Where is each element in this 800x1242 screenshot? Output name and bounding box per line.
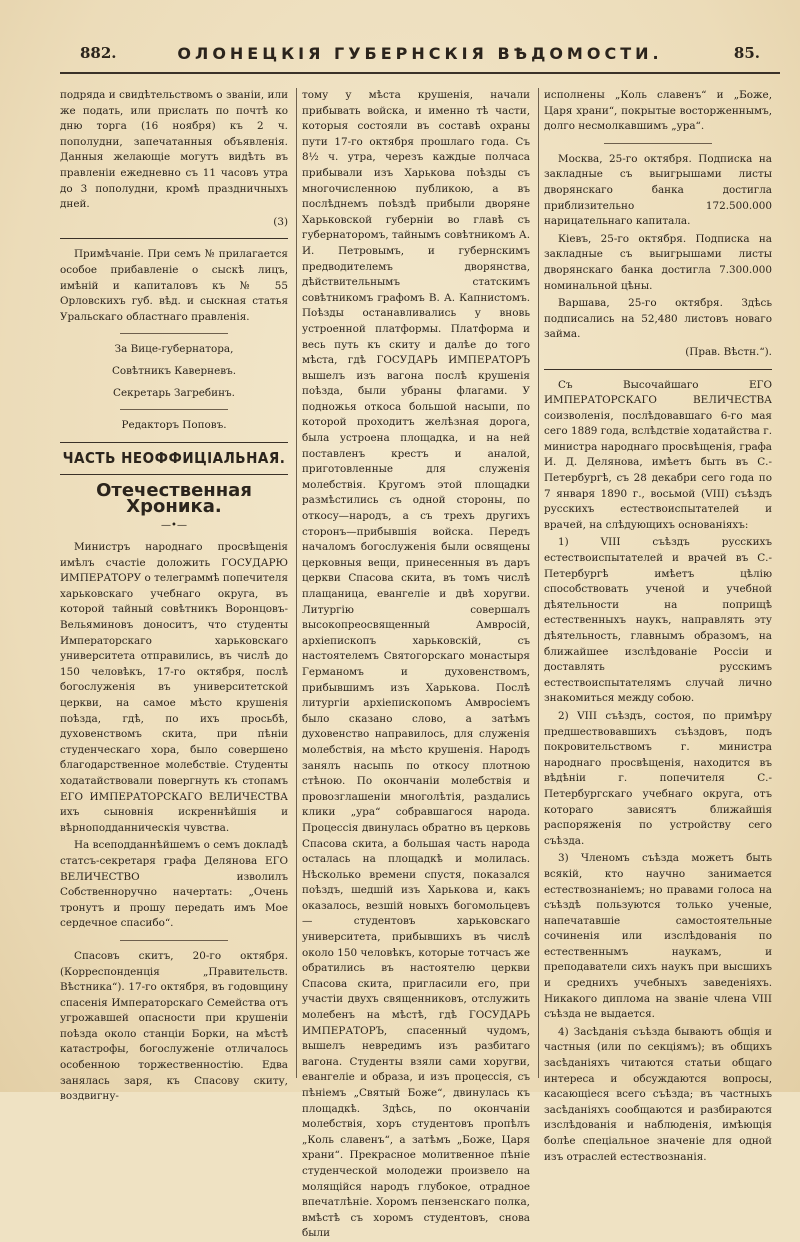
article-paragraph: На всеподданнѣйшемъ о семъ докладѣ статсъ-секретаря графа Делянова ЕГО ВЕЛИЧЕСТВО изволилъ Собственноручно начертать: „Очень тронутъ и прошу передать имъ Мое сердечное спасибо“. (60, 839, 288, 930)
flourish-ornament: —•— (161, 520, 187, 532)
newspaper-title: ОЛОНЕЦКІЯ ГУБЕРНСКІЯ ВѢДОМОСТИ. (177, 44, 663, 63)
congress-item-3: 3) Членомъ съѣзда можетъ быть всякій, кто научно занимается естествознаніемъ; но правами голоса на съѣздѣ пользуются только ученые, напечатавшіе самостоятельные сочиненія или изслѣдованія по естественнымъ наукамъ, и преподаватели сихъ наукъ при высшихъ и среднихъ учебныхъ заведеніяхъ. Никакого диплома на званіе члена VIII съѣзда не выдается. (544, 852, 772, 1021)
article-paragraph: Спасовъ скитъ, 20-го октября. (Корреспонденція „Правительств. Вѣстника“). 17-го октября, въ годовщину спасенія Императорскаго Семейства отъ угрожавшей опасности при крушеніи поѣзда около станціи Борки, на мѣстѣ катастрофы, богослуженіе отличалось особенною торжественностію. Едва занялась заря, къ Спасову скиту, воздвигну- (60, 949, 288, 1103)
congress-intro: Съ Высочайшаго ЕГО ИМПЕРАТОРСКАГО ВЕЛИЧЕСТВА соизволенія, послѣдовавшаго 6-го мая сего 1889 года, вслѣдствіе ходатайства г. министра народнаго просвѣщенія, графа И. Д. Делянова, имѣетъ быть въ С.-Петербургѣ, съ 28 декабри сего года по 7 января 1890 г., восьмой (VIII) съѣздъ русскихъ естествоиспытателей и врачей, на слѣдующихъ основаніяхъ: (544, 378, 772, 531)
section-title: ЧАСТЬ НЕОФФИЦІАЛЬНАЯ. (62, 448, 286, 467)
article-paragraph: исполнены „Коль славенъ“ и „Боже, Царя храни“, покрытые восторженнымъ, долго несмолкавшимъ „ура“. (544, 89, 772, 133)
divider (120, 940, 228, 941)
news-moscow: Москва, 25-го октября. Подписка на закладные съ выигрышами листы дворянскаго банка достигла приблизительно 172.500.000 нарицательнаго капитала. (544, 152, 772, 228)
divider (60, 474, 288, 475)
article-paragraph: Министръ народнаго просвѣщенія имѣлъ счастіе доложить ГОСУДАРЮ ИМПЕРАТОРУ о телеграммѣ попечителя харьковскаго учебнаго округа, въ которой тайный совѣтникъ Воронцовъ-Вельяминовъ доноситъ, что студенты Императорскаго харьковскаго университета отправились, въ числѣ до 150 человѣкъ, 17-го октября, послѣ богослуженія въ университетской церкви, на самое мѣсто крушенія поѣзда, гдѣ, по ихъ просьбѣ, духовенствомъ скита, при пѣніи студенческаго хора, было совершено благодарственное молебствіе. Студенты ходатайствовали повергнуть къ стопамъ ЕГО ИМПЕРАТОРСКАГО ВЕЛИЧЕСТВА ихъ сыновнія искреннѣйшія и вѣрноподданническія чувства. (60, 541, 288, 834)
divider (544, 369, 772, 370)
page-number-right: 85. (733, 44, 760, 62)
tender-notice-text: подряда и свидѣтельствомъ о званіи, или же подать, или прислать по почтѣ ко дню торга (16 ноября) къ 2 ч. пополудни, запечатанныя объявленія. Данныя желающіе могутъ видѣть въ правленіи ежедневно съ 11 часовъ утра до 3 пополудни, кромѣ праздничныхъ дней. (60, 89, 288, 211)
signature-secretary: Секретарь Загребинъ. (113, 386, 235, 399)
divider (120, 333, 228, 334)
article-paragraph: тому у мѣста крушенія, начали прибывать войска, и именно тѣ части, которыя состояли въ составѣ охраны пути 17-го октября прошлаго года. Съ 8½ ч. утра, черезъ каждые полчаса прибывали изъ Харькова поѣзды съ многочисленною публикою, а въ послѣднемъ поѣздѣ прибыли дворяне Харьковской губерніи во главѣ съ губернаторомъ, тайнымъ совѣтникомъ А. И. Петровымъ, и губернскимъ предводителемъ дворянства, дѣйствительнымъ статскимъ совѣтникомъ графомъ В. А. Капнистомъ. Поѣзды останавливались у вновь устроенной платформы. Платформа и весь путь къ скиту и далѣе до того мѣста, гдѣ ГОСУДАРЬ ИМПЕРАТОРЪ вышелъ изъ вагона послѣ крушенія поѣзда, были убраны флагами. У подножья откоса большой насыпи, по которой проходитъ желѣзная дорога, была устроена площадка, и на ней поставленъ крестъ и аналой, приготовленные для служенія молебствія. Кругомъ этой площадки размѣстились съ одной стороны, по откосу—народъ, а съ трехъ другихъ сторонъ—прибывшія войска. Передъ началомъ богослуженія были освящены церковныя вещи, принесенныя въ даръ церкви Спасова скита, въ томъ числѣ плащаница, евангеліе и двѣ хоругви. Литургію совершалъ высокопреосвященный Амвросій, архіепископъ харьковскій, съ настоятелемъ Святогорскаго монастыря Германомъ и духовенствомъ, прибывшимъ изъ Харькова. Послѣ литургіи архіепископомъ Амвросіемъ было сказано слово, а затѣмъ духовенство направилось, для служенія молебствія, на мѣсто крушенія. Народъ занялъ насыпь по откосу плотною стѣною. По окончаніи молебствія и провозглашеніи многолѣтія, раздались клики „ура“ собравшагося народа. Процессія двинулась обратно въ церковь Спасова скита, а большая часть народа осталась на площадкѣ и молилась. Нѣсколько времени спустя, показался поѣздъ, шедшій изъ Харькова и, какъ оказалось, везшій новыхъ богомольцевъ — студентовъ харьковскаго университета, прибывшихъ въ числѣ около 150 человѣкъ, которые тотчасъ же обратились въ настоятелю церкви Спасова скита, пригласили его, при участіи двухъ священниковъ, отслужить молебенъ на мѣстѣ, гдѣ ГОСУДАРЬ ИМПЕРАТОРЪ, спасенный чудомъ, вышелъ невредимъ изъ разбитаго вагона. Студенты взяли сами хоругви, евангеліе и образа, и изъ процессія, съ пѣніемъ „Святый Боже“, двинулась къ площадкѣ. Здѣсь, по окончаніи молебствія, хоръ студентовъ пропѣлъ „Коль славенъ“, а затѣмъ „Боже, Царя храни“. Прекрасное молитвенное пѣніе студенческой молодежи произвело на молящійся народъ глубокое, отрадное впечатлѣніе. Хоромъ пензенскаго полка, вмѣстѣ съ хоромъ студентовъ, снова были (302, 89, 530, 1240)
column-2 (302, 88, 530, 1240)
column-1 (60, 88, 288, 1103)
divider (604, 143, 712, 144)
signature-vice-governor: За Вице-губернатора, (114, 343, 234, 356)
tender-notice-number: (3) (273, 215, 288, 228)
congress-item-4: 4) Засѣданія съѣзда бываютъ общія и частныя (или по секціямъ); въ общихъ засѣданіяхъ читаются статьи общаго интереса и обсуждаются вопросы, касающіеся всего съѣзда; въ частныхъ засѣданіяхъ сообщаются и разбираются изслѣдованія и наблюденія, имѣющія болѣе спеціальное значеніе для одной изъ отраслей естествознанія. (544, 1025, 772, 1163)
page-number-left: 882. (80, 44, 117, 62)
news-kiev: Кіевъ, 25-го октября. Подписка на закладные съ выигрышами листы дворянскаго банка достигла 7.300.000 номинальной цѣны. (544, 232, 772, 292)
column-rule-2 (538, 88, 539, 1078)
news-warsaw: Варшава, 25-го октября. Здѣсь подписались на 52,480 листовъ новаго займа. (544, 297, 772, 341)
congress-item-1: 1) VIII съѣздъ русскихъ естествоиспытателей и врачей въ С.-Петербургѣ имѣетъ цѣлію способствовать ученой и учебной дѣятельности на поприщѣ естественныхъ наукъ, направлять эту дѣятельность, главнымъ образомъ, на ближайшее изслѣдованіе Россіи и доставлять русскимъ естествоиспытателямъ случай лично знакомиться между собою. (544, 536, 772, 705)
news-source: (Прав. Вѣстн.“). (685, 345, 772, 358)
note-paragraph: Примѣчаніе. При семъ № прилагается особое прибавленіе о сыскѣ лицъ, имѣній и капиталовъ къ № 55 Орловскихъ губ. вѣд. и сыскная статья Уральскаго областнаго правленія. (60, 248, 288, 323)
divider (120, 409, 228, 410)
signature-editor: Редакторъ Поповъ. (121, 419, 227, 432)
divider (60, 442, 288, 443)
column-3 (544, 88, 772, 1163)
chronicle-title: Отечественная Хроника. (96, 480, 252, 517)
congress-item-2: 2) VIII съѣздъ, состоя, по примѣру предшествовавшихъ съѣздовъ, подъ покровительствомъ г. министра народнаго просвѣщенія, находится въ вѣдѣніи г. попечителя С.-Петербургскаго учебнаго округа, отъ котораго зависятъ ближайшія распоряженія по устройству сего съѣзда. (544, 709, 772, 847)
divider (60, 238, 288, 239)
page-header (60, 38, 780, 74)
signature-councillor: Совѣтникъ Каверневъ. (111, 364, 237, 377)
column-rule-1 (296, 88, 297, 1078)
